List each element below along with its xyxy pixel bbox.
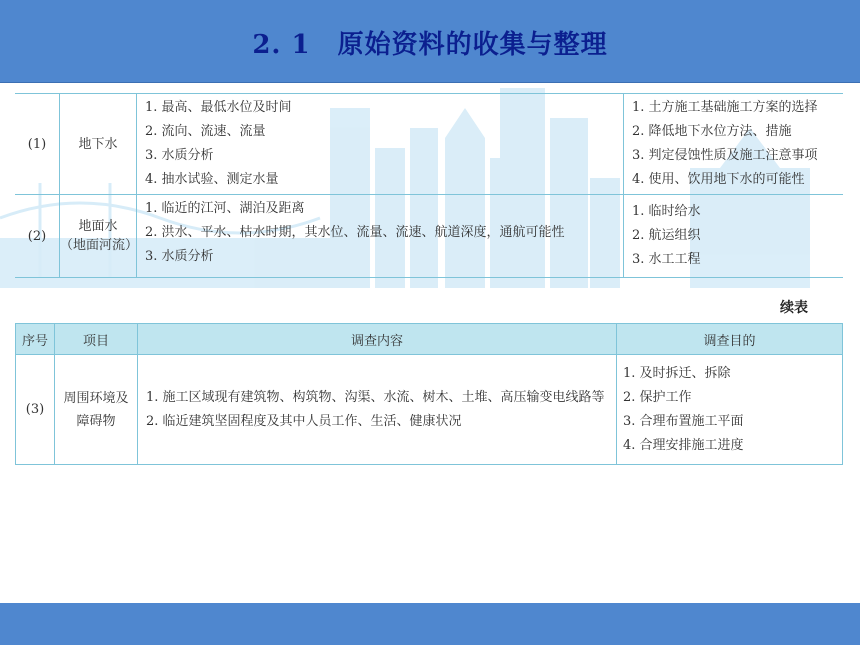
row-item	[55, 355, 138, 465]
purpose-line: 2. 航运组织	[632, 228, 701, 243]
row-item	[60, 94, 137, 195]
row-number: (2)	[15, 195, 60, 278]
row-purpose	[617, 355, 843, 465]
header-purpose: 调查目的	[617, 324, 843, 355]
purpose-line: 4. 使用、饮用地下水的可能性	[632, 172, 805, 187]
row-number: (3)	[16, 355, 55, 465]
content-line: 2. 临近建筑坚固程度及其中人员工作、生活、健康状况	[146, 413, 462, 429]
table-row	[16, 355, 843, 465]
content-line: 2. 洪水、平水、枯水时期，其水位、流量、流速、航道深度，通航可能性	[145, 225, 565, 240]
content-line: 1. 最高、最低水位及时间	[145, 100, 292, 115]
row-content	[137, 195, 624, 278]
row-content	[138, 355, 617, 465]
row-content	[137, 94, 624, 195]
environment-table	[15, 323, 843, 465]
purpose-line: 3. 判定侵蚀性质及施工注意事项	[632, 148, 818, 163]
header-number: 序号	[16, 324, 55, 355]
item-text: 周围环境及	[63, 390, 129, 406]
header-item: 项目	[55, 324, 138, 355]
content-line: 2. 流向、流速、流量	[145, 124, 266, 139]
header-bar	[0, 0, 860, 83]
content-line: 4. 抽水试验、测定水量	[145, 172, 279, 187]
item-text: （地面河流）	[60, 238, 139, 253]
content-line: 3. 水质分析	[145, 249, 214, 264]
table-header-row	[16, 324, 843, 355]
groundwater-table	[15, 93, 843, 278]
purpose-line: 2. 降低地下水位方法、措施	[632, 124, 792, 139]
row-number: (1)	[15, 94, 60, 195]
content-line: 1. 临近的江河、湖泊及距离	[145, 201, 305, 216]
content-line: 1. 施工区域现有建筑物、构筑物、沟渠、水流、树木、土堆、高压输变电线路等	[146, 389, 605, 405]
item-text: 地面水	[78, 219, 118, 234]
purpose-line: 1. 及时拆迁、拆除	[623, 365, 731, 381]
table-row	[15, 94, 843, 195]
purpose-line: 3. 合理布置施工平面	[623, 413, 744, 429]
table-row	[15, 195, 843, 278]
content-line: 3. 水质分析	[145, 148, 214, 163]
row-item	[60, 195, 137, 278]
row-purpose	[624, 195, 844, 278]
page-title: 2. 1 原始资料的收集与整理	[252, 30, 608, 60]
purpose-line: 1. 土方施工基础施工方案的选择	[632, 100, 818, 115]
row-purpose	[624, 94, 844, 195]
header-content: 调查内容	[138, 324, 617, 355]
purpose-line: 1. 临时给水	[632, 204, 701, 219]
footer-bar	[0, 603, 860, 645]
purpose-line: 4. 合理安排施工进度	[623, 437, 744, 453]
purpose-line: 2. 保护工作	[623, 389, 692, 405]
continued-label: 续表	[780, 300, 808, 316]
item-text: 地下水	[78, 136, 118, 152]
purpose-line: 3. 水工工程	[632, 252, 701, 267]
item-text: 障碍物	[76, 413, 116, 429]
